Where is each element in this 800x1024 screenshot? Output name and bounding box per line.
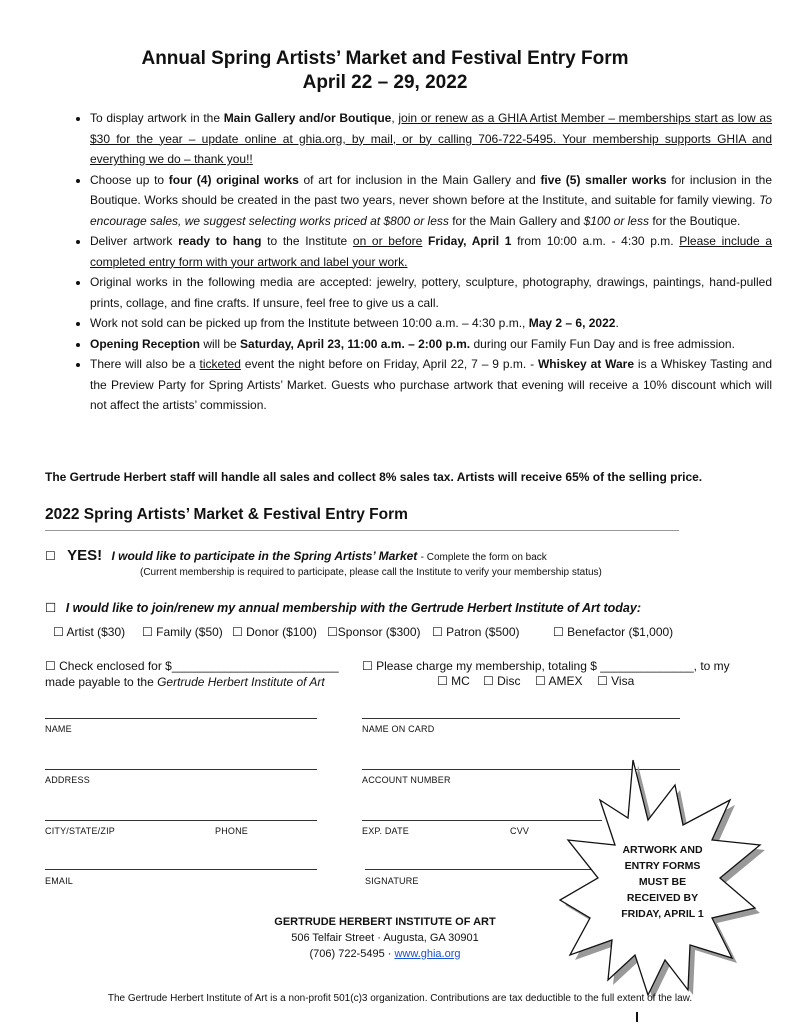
charge-payment-option [362,658,730,674]
payable-prefix: made payable to the [45,675,158,689]
text: event the night before on Friday, April 22, 7 – 9 p.m. - [240,357,538,371]
city-state-zip-field-label: CITY/STATE/ZIP [45,826,115,836]
instruction-pickup [90,313,772,334]
card-checkbox[interactable]: ☐ [437,674,448,688]
card-mc[interactable] [437,674,470,688]
city-state-zip-field-line[interactable] [45,820,317,821]
text-bold: Whiskey at Ware [537,357,635,371]
instruction-choose-works [90,170,772,232]
text-italic: $100 or less [583,213,649,228]
deadline-badge [605,842,720,922]
staff-sales-note: The Gertrude Herbert staff will handle all sales and collect 8% sales tax. Artists will receive 65% of the selling price. [45,470,703,484]
level-label: Sponsor ($300) [337,625,421,639]
card-label: AMEX [548,674,583,688]
text: , [391,111,399,125]
text-bold: five (5) smaller works [540,172,667,187]
card-checkbox[interactable]: ☐ [597,674,608,688]
phone-field-label: PHONE [215,826,249,836]
text: Choose up to [90,172,169,187]
level-label: Family ($50) [156,625,223,639]
account-number-field-label: ACCOUNT NUMBER [362,775,451,785]
address-field-label: ADDRESS [45,775,90,785]
text-bold: May 2 – 6, 2022 [528,316,616,330]
level-sponsor[interactable] [327,625,420,639]
email-field-line[interactable] [45,869,317,870]
level-checkbox[interactable]: ☐ [53,625,64,639]
title-heading: Annual Spring Artists’ Market and Festival Entry Form [141,48,629,69]
title-dates: April 22 – 29, 2022 [302,72,468,93]
membership-note: (Current membership is required to participate, please call the Institute to verify your membership status) [140,567,602,578]
org-phone: (706) 722-5495 · [309,948,395,960]
yes-label: YES! [67,547,103,564]
text-underlined: join or renew as a GHIA Artist Member – memberships start as low as $30 for the year – update online at ghia.org, by mail, or by calling 706-722-5495. Your membership supports GHIA and everything we do – thank you!! [90,111,773,166]
card-label: Disc [497,674,521,688]
instruction-deliver [90,231,772,272]
level-label: Donor ($100) [246,625,317,639]
charge-checkbox[interactable]: ☐ [362,659,373,673]
text-bold: Main Gallery and/or Boutique [223,111,392,125]
text-bold: Saturday, April 23, 11:00 a.m. – 2:00 p.m. [240,336,471,351]
org-website-link[interactable]: www.ghia.org [394,948,461,960]
text-bold: Friday, April 1 [428,234,512,248]
card-disc[interactable] [483,674,520,688]
participate-option [45,547,547,564]
instruction-reception [90,334,772,355]
text: for the Main Gallery and [448,213,584,228]
instructions-list [44,108,772,416]
card-label: Visa [611,674,635,688]
name-on-card-field-line[interactable] [362,718,680,719]
instruction-membership [90,108,772,170]
join-checkbox[interactable]: ☐ [45,601,57,615]
address-field-line[interactable] [45,769,317,770]
level-patron[interactable] [432,625,520,639]
document-title [0,47,770,95]
badge-line: ARTWORK AND [622,844,703,856]
text: for the Boutique. [648,213,741,228]
level-benefactor[interactable] [553,625,673,639]
org-contact-block [210,914,560,962]
page-mark [636,1012,638,1022]
text: for inclusion in the Boutique. Works should be created in the past two years, never shown before at the Institute, and suitable for family viewing. [90,172,772,207]
text: from 10:00 a.m. - 4:30 p.m. [511,234,680,248]
text-bold: ready to hang [178,234,262,248]
check-payment-option [45,658,339,690]
level-checkbox[interactable]: ☐ [142,625,153,639]
level-checkbox[interactable]: ☐ [432,625,443,639]
text: to the Institute [261,234,353,248]
text-underlined: ticketed [199,357,241,371]
text: . [615,316,619,330]
section-divider [45,530,679,531]
card-label: MC [451,674,470,688]
participate-suffix: - Complete the form on back [420,552,547,563]
nonprofit-statement: The Gertrude Herbert Institute of Art is a non-profit 501(c)3 organization. Contributions are tax deductible to the full extent of the law. [107,993,693,1004]
card-amex[interactable] [535,674,582,688]
level-family[interactable] [142,625,223,639]
badge-line: FRIDAY, APRIL 1 [621,908,704,920]
text-underlined: on or before [352,234,423,248]
text: during our Family Fun Day and is free admission. [470,336,735,351]
text-italic: To encourage sales, we suggest selecting works priced at $800 or less [90,193,772,228]
join-text: I would like to join/renew my annual membership with the Gertrude Herbert Institute of Art today: [65,601,642,615]
text: To display artwork in the [90,111,224,125]
form-section-title: 2022 Spring Artists’ Market & Festival Entry Form [45,506,408,523]
badge-line: RECEIVED BY [626,892,699,904]
instruction-media: • Original works in the following media are accepted: jewelry, pottery, sculpture, photography, drawings, paintings, hand-pulled prints, collage, and fine crafts. If unsure, feel free to give us a call. [90,272,772,313]
payable-org: Gertrude Herbert Institute of Art [157,675,325,689]
level-checkbox[interactable]: ☐ [327,625,338,639]
participate-checkbox[interactable]: ☐ [45,549,56,563]
level-label: Benefactor ($1,000) [567,625,674,639]
text: is a Whiskey Tasting and the Preview Party for Spring Artists’ Market. Guests who purchase artwork that evening will receive a 10% discount which will not affect the artists’ commission. [90,357,773,412]
org-address: 506 Telfair Street · Augusta, GA 30901 [291,932,479,944]
check-enclosed-label[interactable]: Check enclosed for $_________________________ [59,659,339,673]
join-membership-option [45,600,641,615]
level-label: Patron ($500) [446,625,520,639]
text: of art for inclusion in the Main Gallery and [298,172,541,187]
name-on-card-field-label: NAME ON CARD [362,724,435,734]
text: Work not sold can be picked up from the Institute between 10:00 a.m. – 4:30 p.m., [90,316,529,330]
signature-field-label: SIGNATURE [365,876,419,886]
level-donor[interactable] [232,625,317,639]
name-field-line[interactable] [45,718,317,719]
exp-date-field-label: EXP. DATE [362,826,409,836]
badge-line: MUST BE [638,876,687,888]
check-checkbox[interactable]: ☐ [45,659,56,673]
card-checkbox[interactable]: ☐ [483,674,494,688]
email-field-label: EMAIL [45,876,74,886]
name-field-label: NAME [45,724,72,734]
text: will be [200,336,241,351]
card-checkbox[interactable]: ☐ [535,674,546,688]
text: Deliver artwork [90,234,179,248]
level-label: Artist ($30) [66,625,126,639]
badge-line: ENTRY FORMS [624,860,701,872]
text: There will also be a [90,357,200,371]
cvv-field-label: CVV [510,826,530,836]
level-checkbox[interactable]: ☐ [232,625,243,639]
text-bold: four (4) original works [168,172,299,187]
instruction-whiskey-event [90,354,772,416]
org-name: GERTRUDE HERBERT INSTITUTE OF ART [274,916,496,928]
text-bold: Opening Reception [90,336,201,351]
card-visa[interactable] [597,674,634,688]
text-underlined: Please include a completed entry form with your artwork and label your work. [90,234,773,269]
participate-text: I would like to participate in the Spring Artists’ Market [111,549,418,563]
charge-label[interactable]: Please charge my membership, totaling $ ______________, to my [376,659,730,673]
level-checkbox[interactable]: ☐ [553,625,564,639]
level-artist[interactable] [53,625,125,639]
